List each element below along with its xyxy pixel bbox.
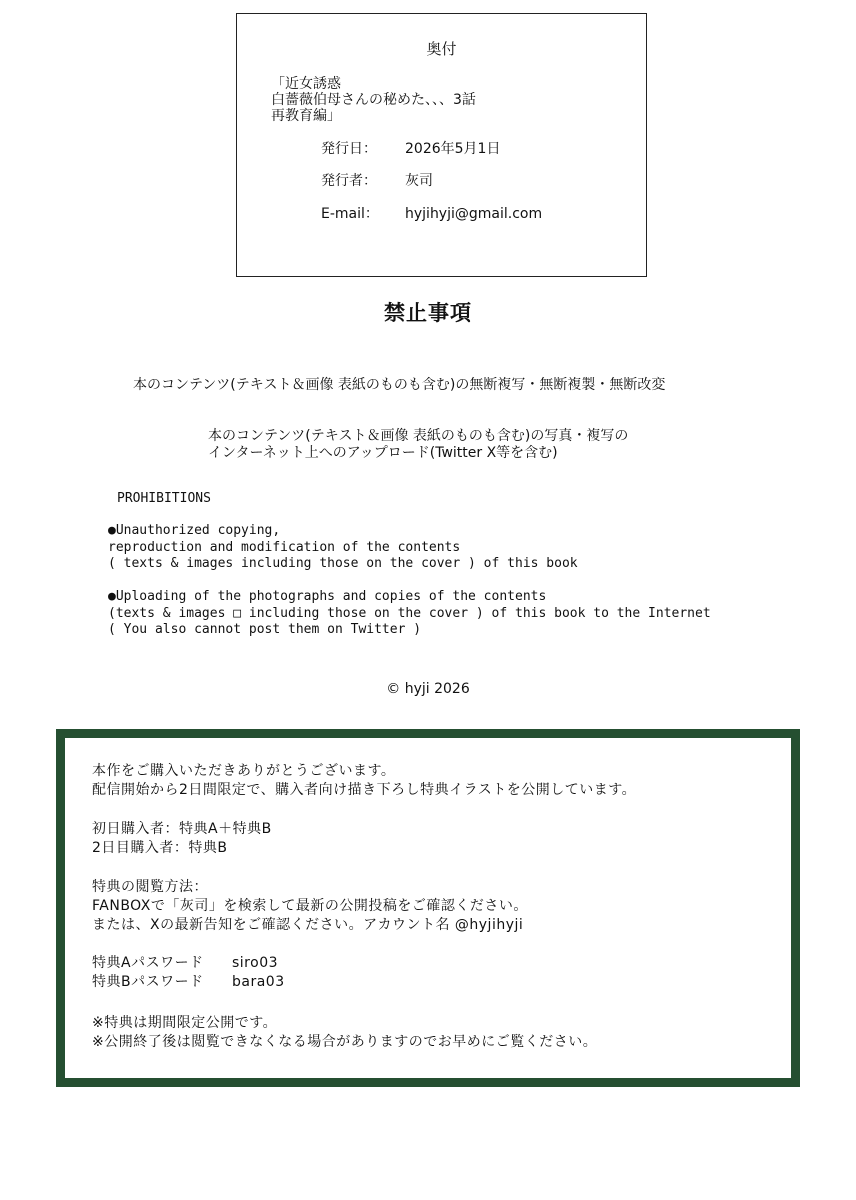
issue-date-label: 発行日：	[321, 141, 377, 157]
colophon-title: 奥付	[426, 40, 457, 58]
bonus-line: 初日購入者：特典A＋特典B	[92, 821, 272, 837]
bonus-thanks	[92, 762, 636, 800]
bonus-line: 本作をご購入いただきありがとうございます。	[92, 763, 396, 779]
prohibition-en-line: ●Uploading of the photographs and copies of the contents	[108, 589, 547, 604]
work-title-line: 白薔薇伯母さんの秘めた、、、3話	[271, 92, 476, 108]
publisher: 灰司	[405, 173, 433, 189]
prohibition-en-line: ( texts & images including those on the cover ) of this book	[108, 556, 578, 571]
prohibition-en-line: ●Unauthorized copying,	[108, 523, 281, 538]
prohibition-en-line: (texts & images □ including those on the cover ) of this book to the Internet	[108, 605, 711, 621]
bonus-line: 配信開始から2日間限定で、購入者向け描き下ろし特典イラストを公開しています。	[92, 782, 637, 798]
bonus-tiers	[92, 820, 272, 858]
work-title-line: 「近女誘惑	[271, 76, 341, 92]
work-title	[271, 76, 476, 124]
email-row	[321, 203, 542, 223]
prohibition-jp-item-2-line: 本のコンテンツ(テキスト＆画像 表紙のものも含む)の写真・複写の	[208, 428, 629, 444]
copyright: © hyji 2026	[386, 681, 470, 697]
bonus-line: 特典の閲覧方法：	[92, 879, 208, 895]
bonus-howto	[92, 878, 528, 935]
bonus-line: 2日目購入者：特典B	[92, 840, 228, 856]
prohibition-jp-item-1: 本のコンテンツ(テキスト＆画像 表紙のものも含む)の無断複写・無断複製・無断改変	[133, 377, 666, 393]
prohibition-jp-item-2-line: インターネット上へのアップロード(Twitter X等を含む)	[208, 445, 558, 461]
prohibition-en-line: reproduction and modification of the contents	[108, 539, 461, 555]
password-b-row	[92, 973, 285, 992]
prohibition-en-item-2	[108, 589, 711, 639]
bonus-line: FANBOXで「灰司」を検索して最新の公開投稿をご確認ください。	[92, 898, 528, 914]
email-label: E-mail：	[321, 206, 379, 222]
bonus-line: ※公開終了後は閲覧できなくなる場合がありますのでお早めにご覧ください。	[92, 1034, 598, 1050]
password-a-row	[92, 954, 285, 973]
prohibition-en-line: ( You also cannot post them on Twitter )	[108, 622, 422, 637]
bonus-passwords	[92, 954, 285, 992]
issue-date: 2026年5月1日	[405, 141, 501, 157]
bonus-box-inner	[65, 738, 791, 1078]
bonus-notes	[92, 1014, 597, 1052]
password-a-label: 特典Aパスワード	[92, 955, 204, 971]
password-b-label: 特典Bパスワード	[92, 974, 204, 990]
prohibition-jp-item-2	[208, 428, 628, 462]
publisher-label: 発行者：	[321, 173, 377, 189]
email: hyjihyji@gmail.com	[405, 206, 543, 222]
issue-date-row	[321, 138, 500, 158]
prohibitions-heading: 禁止事項	[384, 301, 472, 325]
work-title-line: 再教育編」	[271, 108, 341, 124]
password-b: bara03	[232, 974, 285, 990]
bonus-box	[56, 729, 800, 1087]
colophon-box	[236, 13, 647, 277]
password-a: siro03	[232, 955, 279, 971]
publisher-row	[321, 170, 433, 190]
prohibitions-en-heading: PROHIBITIONS	[117, 491, 211, 506]
bonus-line: または、Xの最新告知をご確認ください。アカウント名 @hyjihyji	[92, 917, 524, 933]
bonus-line: ※特典は期間限定公開です。	[92, 1015, 278, 1031]
prohibition-en-item-1	[108, 523, 578, 573]
